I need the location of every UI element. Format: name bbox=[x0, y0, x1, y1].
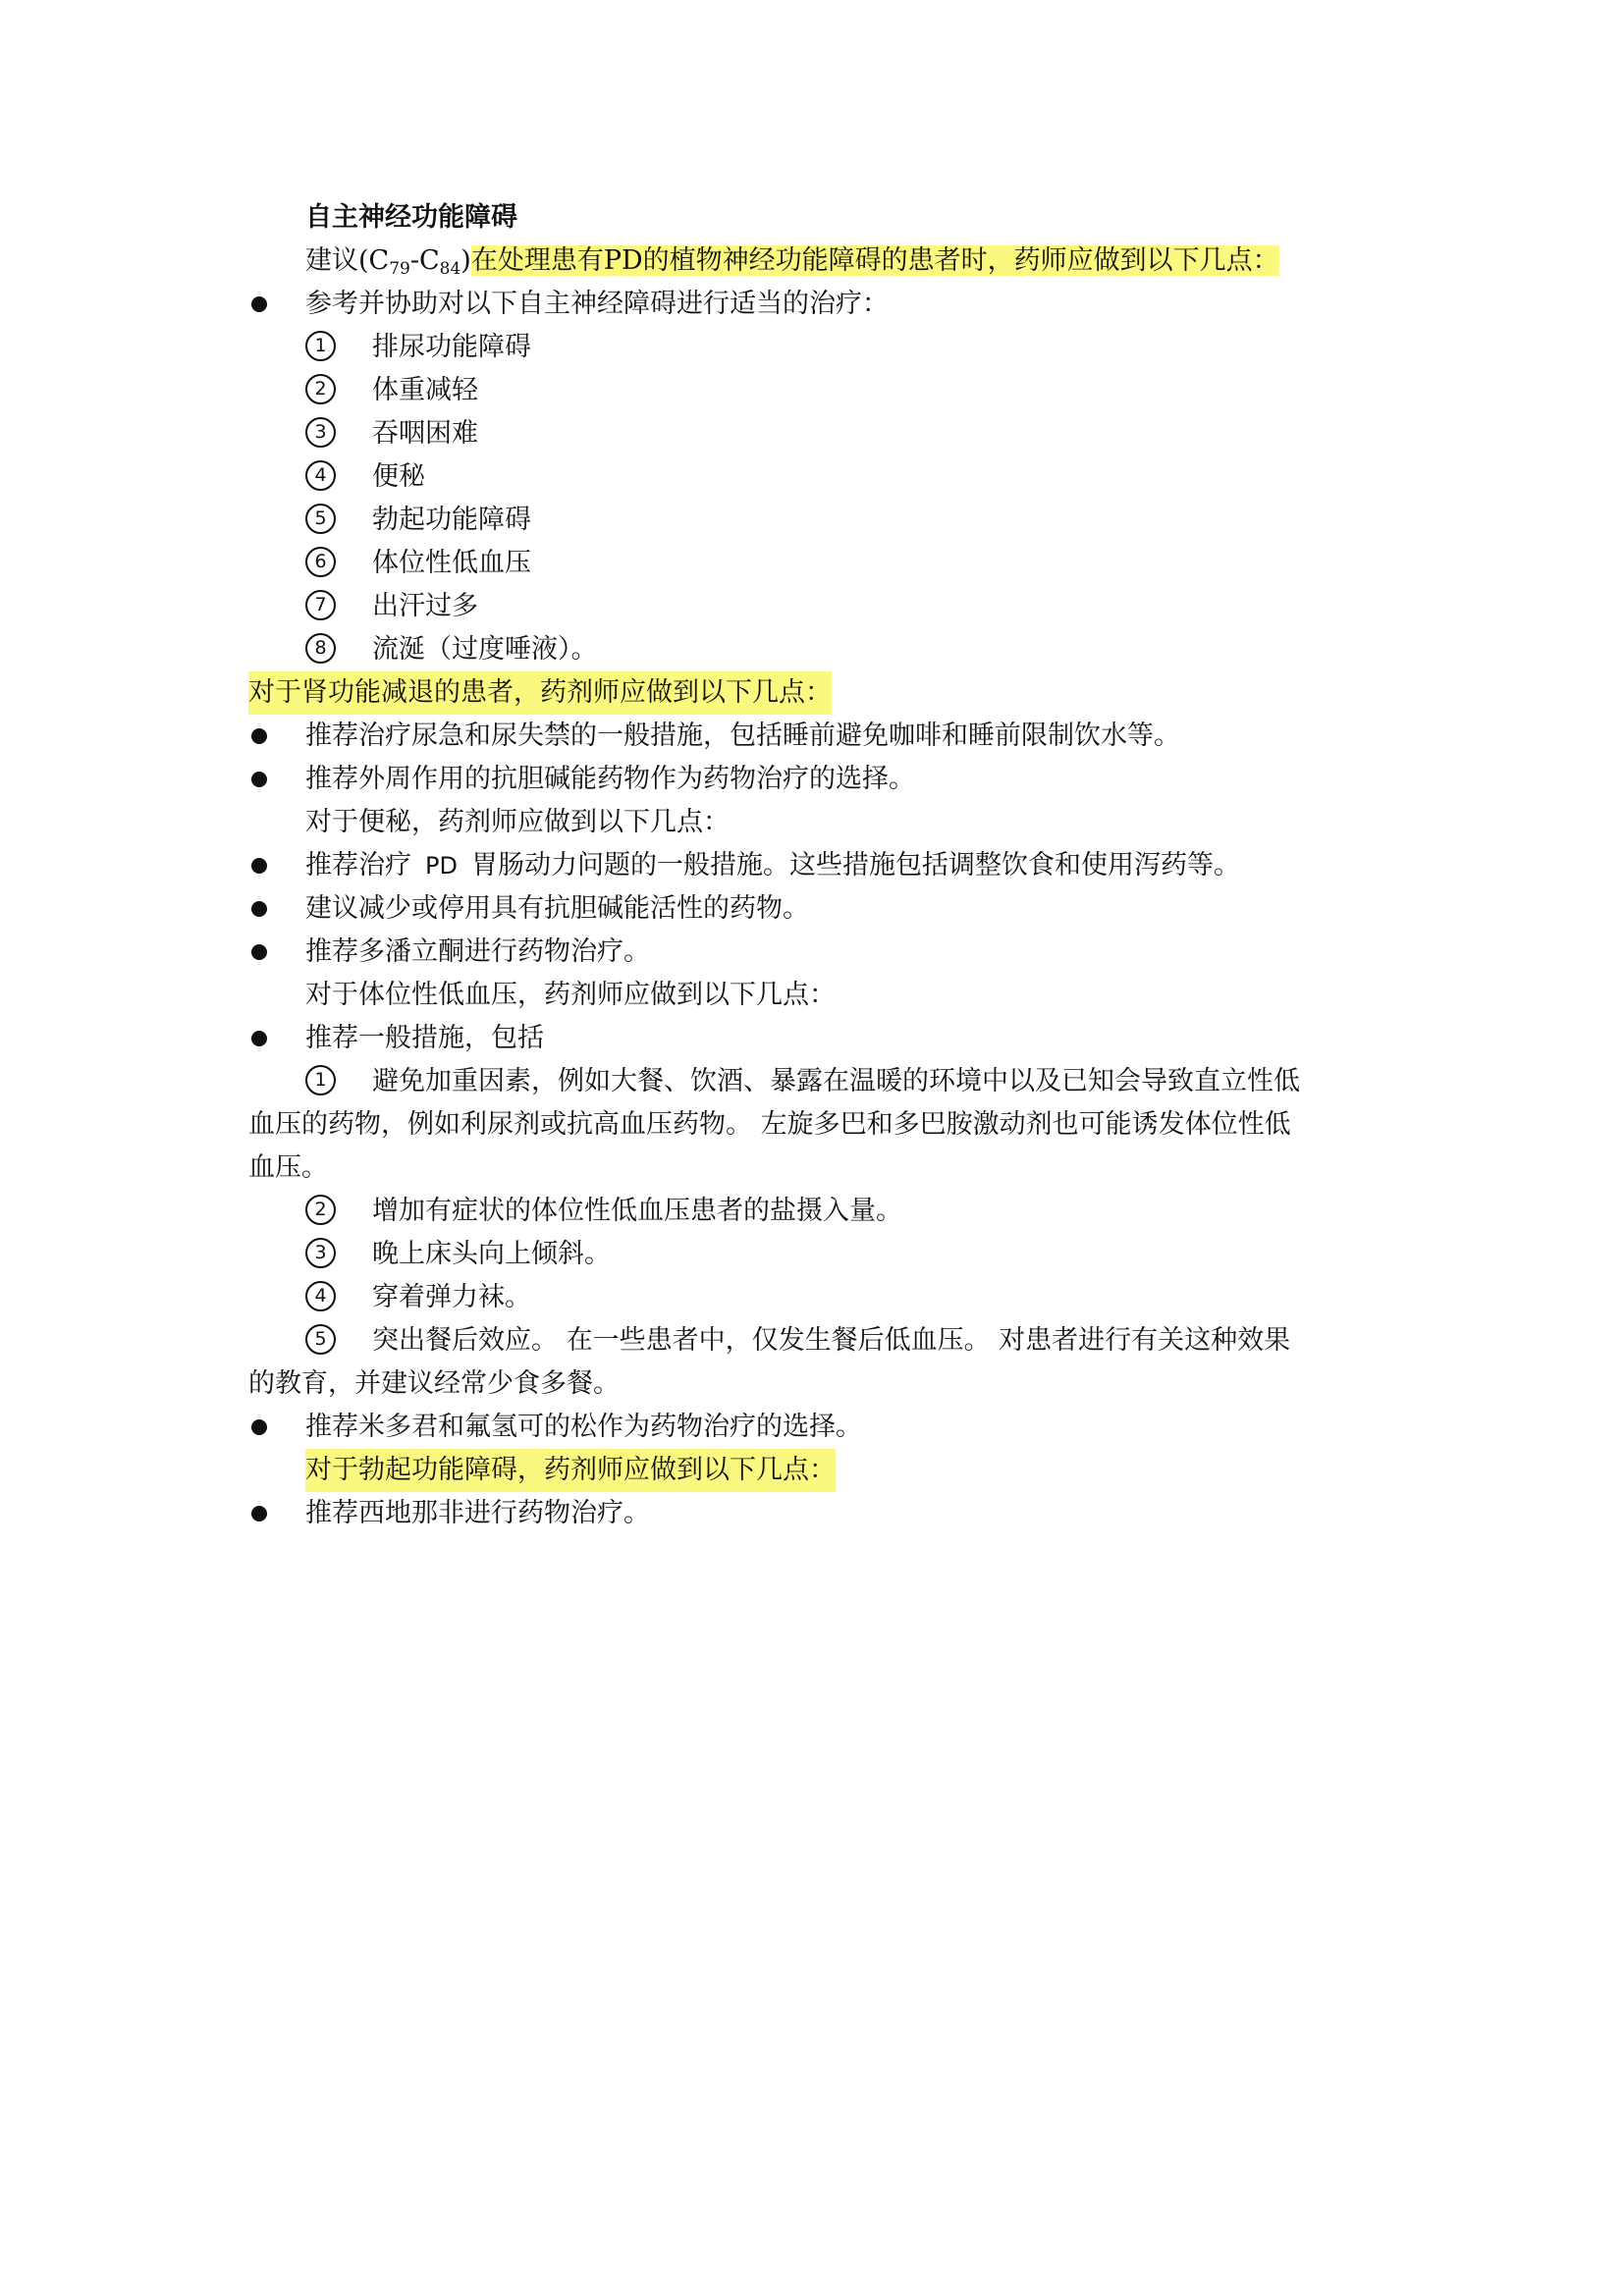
list-item bbox=[0, 1319, 1624, 1362]
circled-number: 7 bbox=[305, 590, 336, 620]
list-item-text: 体位性低血压 bbox=[372, 548, 531, 578]
circled-number: 6 bbox=[305, 547, 336, 577]
bullet-row bbox=[0, 1017, 1624, 1060]
bullet-row bbox=[0, 715, 1624, 758]
list-item bbox=[0, 628, 1624, 671]
hypotension-heading-row bbox=[0, 974, 1624, 1017]
circled-number: 5 bbox=[305, 1324, 336, 1355]
list-item-text: 排尿功能障碍 bbox=[372, 332, 531, 362]
bullet-text: 推荐米多君和氟氢可的松作为药物治疗的选择。 bbox=[305, 1412, 862, 1442]
list-item bbox=[0, 455, 1624, 499]
ed-heading: 对于勃起功能障碍，药剂师应做到以下几点： bbox=[305, 1449, 836, 1492]
constipation-heading: 对于便秘，药剂师应做到以下几点： bbox=[305, 807, 730, 837]
section-title: 自主神经功能障碍 bbox=[305, 202, 517, 233]
list-item bbox=[0, 326, 1624, 369]
bullet-text: 推荐治疗 PD 胃肠动力问题的一般措施。这些措施包括调整饮食和使用泻药等。 bbox=[305, 850, 1240, 881]
bullet-dot-icon bbox=[251, 772, 267, 787]
circled-number: 4 bbox=[305, 1281, 336, 1311]
list-item bbox=[0, 1190, 1624, 1233]
list-item bbox=[0, 1060, 1624, 1103]
circled-number: 5 bbox=[305, 504, 336, 534]
bullet-text: 推荐治疗尿急和尿失禁的一般措施，包括睡前避免咖啡和睡前限制饮水等。 bbox=[305, 721, 1180, 751]
list-item bbox=[0, 1276, 1624, 1319]
list-item-text: 勃起功能障碍 bbox=[372, 505, 531, 535]
paragraph-line bbox=[0, 1362, 1624, 1406]
intro-prefix: 建议 bbox=[305, 245, 358, 276]
list-item-text: 避免加重因素，例如大餐、饮酒、暴露在温暖的环境中以及已知会导致直立性低 bbox=[372, 1066, 1300, 1096]
bullet-dot-icon bbox=[251, 1419, 267, 1435]
bullet-text: 推荐西地那非进行药物治疗。 bbox=[305, 1498, 650, 1528]
bullet-text: 推荐多潘立酮进行药物治疗。 bbox=[305, 936, 650, 967]
intro-line bbox=[0, 240, 1624, 283]
bullet-dot-icon bbox=[251, 944, 267, 960]
circled-number: 4 bbox=[305, 460, 336, 491]
circled-number: 2 bbox=[305, 374, 336, 404]
bullet-dot-icon bbox=[251, 901, 267, 917]
bullet-row bbox=[0, 283, 1624, 326]
list-item-text: 突出餐后效应。 在一些患者中，仅发生餐后低血压。 对患者进行有关这种效果 bbox=[372, 1325, 1291, 1356]
bullet-row bbox=[0, 931, 1624, 974]
kidney-heading: 对于肾功能减退的患者，药剂师应做到以下几点： bbox=[248, 671, 832, 715]
bullet-dot-icon bbox=[251, 1506, 267, 1522]
list-item-text: 增加有症状的体位性低血压患者的盐摄入量。 bbox=[372, 1196, 902, 1226]
bullet-text: 推荐一般措施，包括 bbox=[305, 1023, 544, 1053]
kidney-heading-row bbox=[0, 671, 1624, 715]
list-item bbox=[0, 1233, 1624, 1276]
bullet-row bbox=[0, 758, 1624, 801]
bullet-dot-icon bbox=[251, 728, 267, 744]
list-item bbox=[0, 542, 1624, 585]
list-item-text: 便秘 bbox=[372, 461, 425, 492]
list-item bbox=[0, 369, 1624, 412]
section-title-row bbox=[0, 196, 1624, 240]
bullet-row bbox=[0, 1492, 1624, 1535]
intro-highlight: 在处理患有PD的植物神经功能障碍的患者时，药师应做到以下几点： bbox=[470, 245, 1279, 276]
list-item-text-cont: 的教育，并建议经常少食多餐。 bbox=[248, 1368, 620, 1399]
circled-number: 8 bbox=[305, 633, 336, 664]
bullet-text: 建议减少或停用具有抗胆碱能活性的药物。 bbox=[305, 893, 809, 924]
bullet-dot-icon bbox=[251, 296, 267, 312]
bullet-row bbox=[0, 844, 1624, 887]
list-item-text: 吞咽困难 bbox=[372, 418, 478, 449]
bullet-row bbox=[0, 887, 1624, 931]
list-item-text: 出汗过多 bbox=[372, 591, 478, 621]
bullet-dot-icon bbox=[251, 858, 267, 874]
bullet-dot-icon bbox=[251, 1031, 267, 1046]
list-item-text: 穿着弹力袜。 bbox=[372, 1282, 531, 1312]
circled-number: 3 bbox=[305, 417, 336, 448]
list-item-text: 流涎（过度唾液）。 bbox=[372, 634, 598, 665]
circled-number: 2 bbox=[305, 1195, 336, 1225]
hypotension-heading: 对于体位性低血压，药剂师应做到以下几点： bbox=[305, 980, 836, 1010]
circled-number: 1 bbox=[305, 331, 336, 361]
list-item-text: 晚上床头向上倾斜。 bbox=[372, 1239, 611, 1269]
circled-number: 3 bbox=[305, 1238, 336, 1268]
constipation-heading-row bbox=[0, 801, 1624, 844]
list-item bbox=[0, 585, 1624, 628]
list-item bbox=[0, 499, 1624, 542]
bullet-text: 参考并协助对以下自主神经障碍进行适当的治疗： bbox=[305, 289, 889, 319]
list-item-text-cont: 血压。 bbox=[248, 1152, 328, 1183]
paragraph-line bbox=[0, 1147, 1624, 1190]
bullet-text: 推荐外周作用的抗胆碱能药物作为药物治疗的选择。 bbox=[305, 764, 915, 794]
bullet-row bbox=[0, 1406, 1624, 1449]
list-item-text-cont: 血压的药物，例如利尿剂或抗高血压药物。 左旋多巴和多巴胺激动剂也可能诱发体位性低 bbox=[248, 1109, 1291, 1140]
circled-number: 1 bbox=[305, 1065, 336, 1095]
list-item-text: 体重减轻 bbox=[372, 375, 478, 405]
list-item bbox=[0, 412, 1624, 455]
paragraph-line bbox=[0, 1103, 1624, 1147]
citation-ref: $(C_{79}-C_{84})$ bbox=[358, 245, 471, 279]
ed-heading-row bbox=[0, 1449, 1624, 1492]
